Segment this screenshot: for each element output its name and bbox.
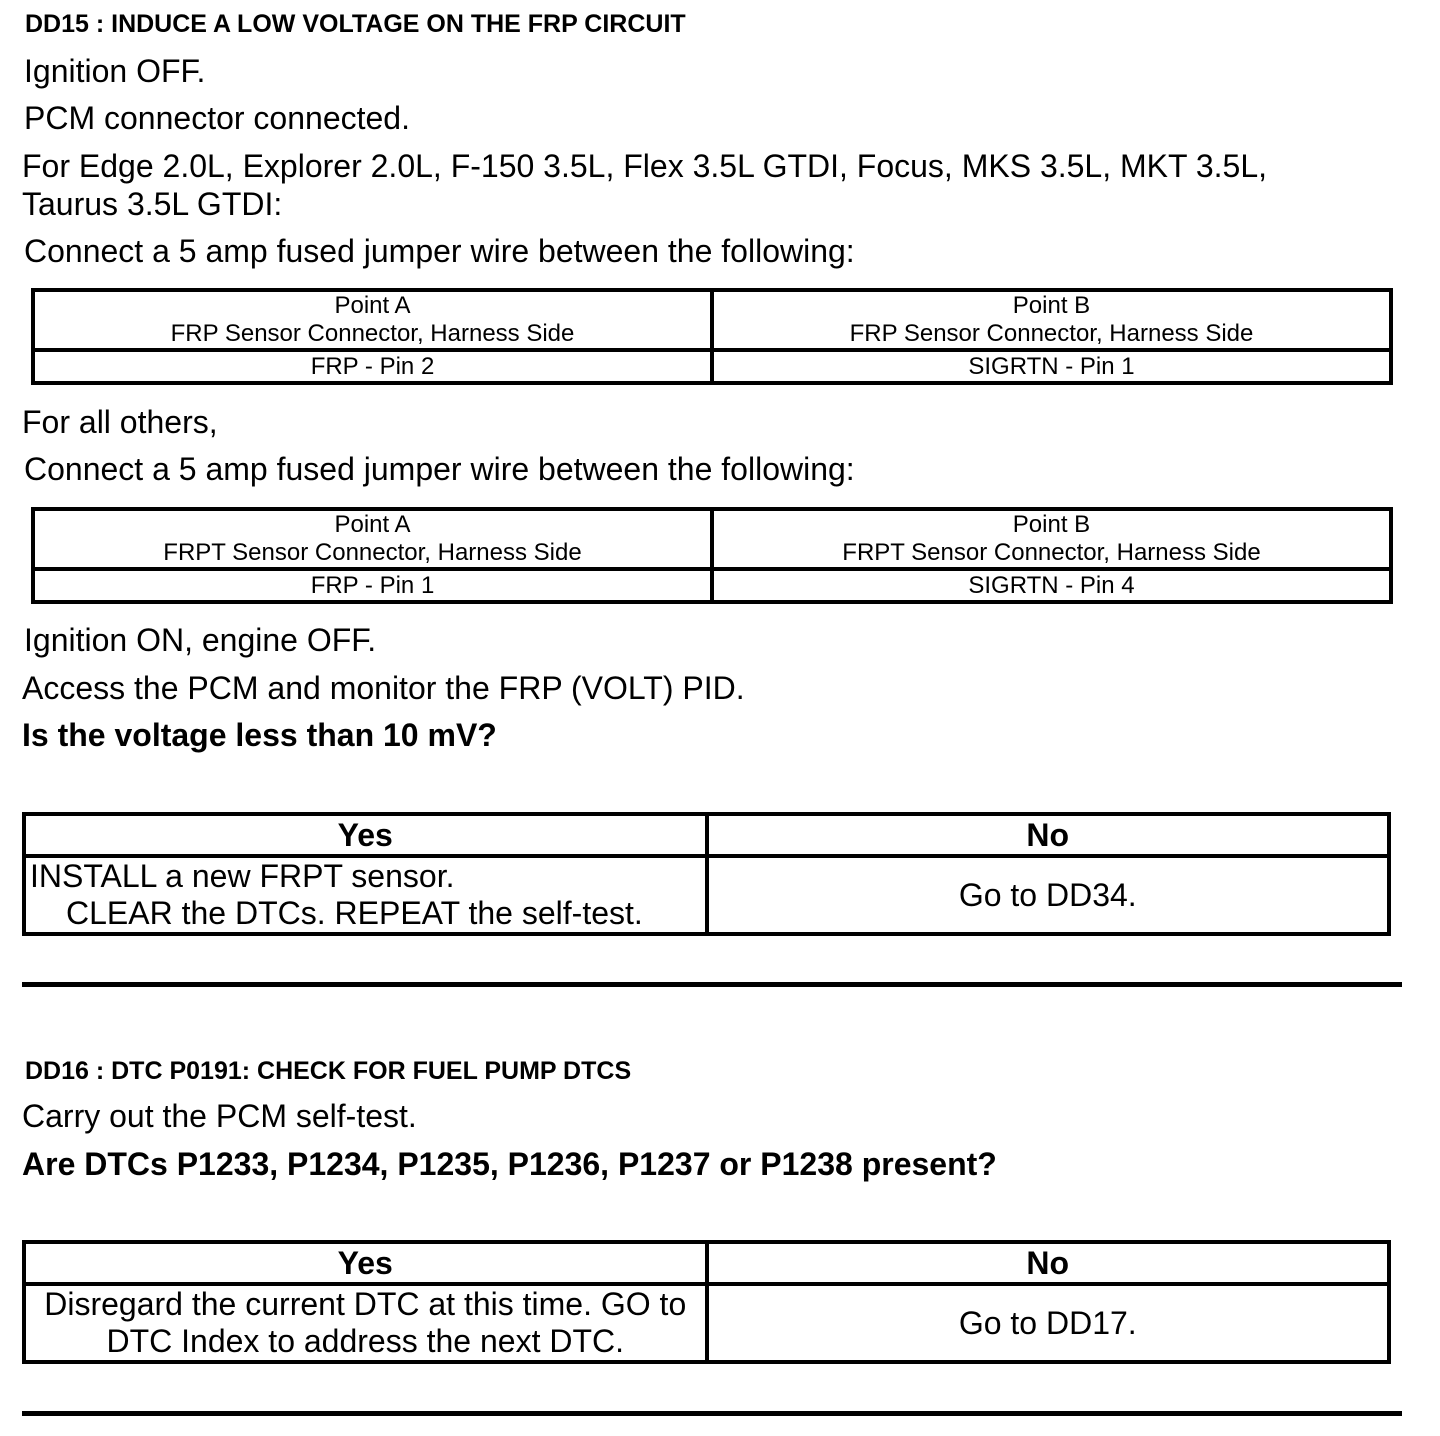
jumper-table-2 — [31, 507, 1393, 604]
section-divider — [22, 982, 1402, 987]
step-ignition-on: Ignition ON, engine OFF. — [24, 622, 377, 658]
point-a-title: Point A — [334, 292, 411, 319]
yes-action-line-2: CLEAR the DTCs. REPEAT the self-test. — [66, 895, 643, 931]
point-a-header — [33, 509, 712, 569]
connect-jumper-instruction-2: Connect a 5 amp fused jumper wire between the following: — [24, 451, 855, 487]
point-b-subtitle: FRPT Sensor Connector, Harness Side — [842, 539, 1261, 566]
no-header: No — [707, 1242, 1390, 1284]
dd15-question: Is the voltage less than 10 mV? — [22, 717, 497, 753]
dd16-answer-table — [22, 1240, 1391, 1364]
yes-header: Yes — [24, 814, 707, 856]
yes-action — [24, 1284, 707, 1362]
models-line-1: For Edge 2.0L, Explorer 2.0L, F-150 3.5L, Flex 3.5L GTDI, Focus, MKS 3.5L, MKT 3.5L, — [22, 148, 1268, 184]
dd16-heading: DD16 : DTC P0191: CHECK FOR FUEL PUMP DTCS — [25, 1057, 632, 1085]
no-action: Go to DD17. — [707, 1284, 1390, 1362]
no-header: No — [707, 814, 1390, 856]
dd16-question: Are DTCs P1233, P1234, P1235, P1236, P1237 or P1238 present? — [22, 1146, 997, 1182]
point-a-header — [33, 290, 712, 350]
point-a-subtitle: FRP Sensor Connector, Harness Side — [170, 320, 575, 347]
step-pcm-connected: PCM connector connected. — [24, 100, 410, 136]
point-b-title: Point B — [1012, 292, 1091, 319]
point-a-pin: FRP - Pin 1 — [33, 569, 712, 602]
step-access-pcm: Access the PCM and monitor the FRP (VOLT) PID. — [22, 670, 745, 706]
step-self-test: Carry out the PCM self-test. — [22, 1098, 417, 1134]
section-divider — [22, 1411, 1402, 1416]
yes-action — [24, 856, 707, 934]
connect-jumper-instruction-1: Connect a 5 amp fused jumper wire between the following: — [24, 233, 855, 269]
no-action: Go to DD34. — [707, 856, 1390, 934]
yes-action-line-1: Disregard the current DTC at this time. GO to — [44, 1286, 687, 1322]
point-a-title: Point A — [334, 511, 411, 538]
yes-action-line-1: INSTALL a new FRPT sensor. — [30, 858, 455, 894]
point-b-pin: SIGRTN - Pin 4 — [712, 569, 1391, 602]
yes-header: Yes — [24, 1242, 707, 1284]
dd15-answer-table — [22, 812, 1391, 936]
point-a-subtitle: FRPT Sensor Connector, Harness Side — [163, 539, 582, 566]
for-all-others: For all others, — [22, 404, 218, 440]
yes-action-line-2: DTC Index to address the next DTC. — [106, 1323, 625, 1359]
step-ignition-off: Ignition OFF. — [24, 53, 206, 89]
point-b-header — [712, 290, 1391, 350]
jumper-table-1 — [31, 288, 1393, 385]
models-line-2: Taurus 3.5L GTDI: — [22, 186, 283, 222]
point-b-pin: SIGRTN - Pin 1 — [712, 350, 1391, 383]
point-b-header — [712, 509, 1391, 569]
point-b-subtitle: FRP Sensor Connector, Harness Side — [849, 320, 1254, 347]
point-a-pin: FRP - Pin 2 — [33, 350, 712, 383]
point-b-title: Point B — [1012, 511, 1091, 538]
dd15-heading: DD15 : INDUCE A LOW VOLTAGE ON THE FRP CIRCUIT — [25, 10, 686, 38]
